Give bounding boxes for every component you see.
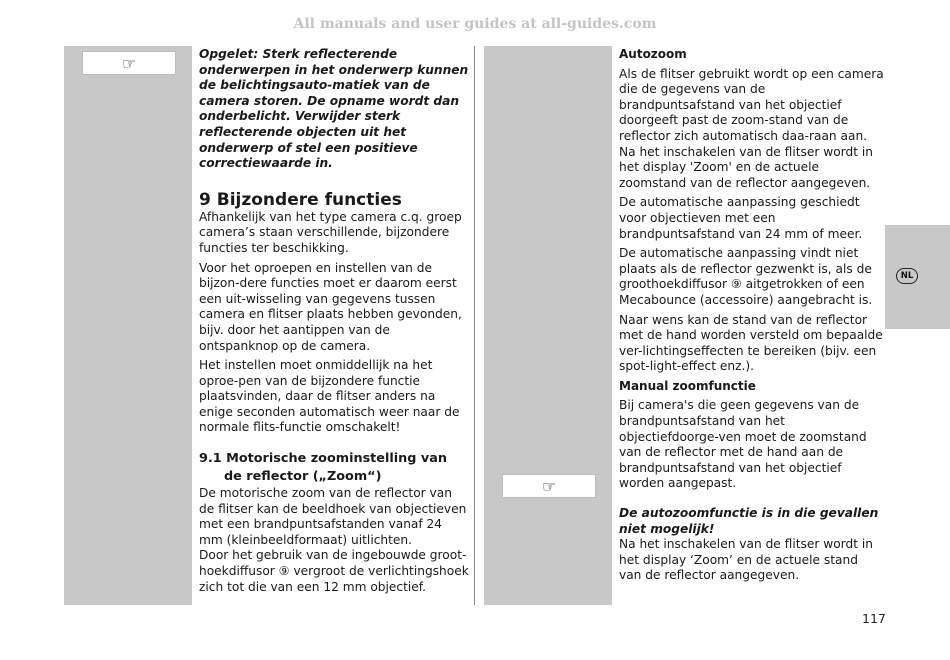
paragraph: Naar wens kan de stand van de reflector met de hand worden versteld om bepaalde ver-lichtingseffecten te bereiken (bijv. een spot-light-effect enz.).	[619, 312, 883, 374]
column-divider	[474, 46, 475, 605]
language-badge: NL	[896, 268, 918, 284]
paragraph: Als de flitser gebruikt wordt op een camera die de gegevens van de brandpuntsafstand van het objectief doorgeeft past de zoom-stand van de reflector zich automatisch daa-raan aan. Na het inschakelen van de flitser wordt in het display 'Zoom' en de actuele zoomstand van de reflector aangegeven.	[619, 66, 884, 190]
left-margin-strip	[64, 46, 192, 605]
section-heading: 9 Bijzondere functies	[199, 189, 402, 210]
paragraph: Na het inschakelen van de flitser wordt in het display ‘Zoom’ en de actuele stand van de reflector aangegeven.	[619, 537, 873, 583]
page-number: 117	[862, 611, 886, 626]
warning-note: Opgelet: Sterk reflecterende onderwerpen in het onderwerp kunnen de belichtingsauto-matiek van de camera storen. De opname wordt dan onderbelicht. Verwijder sterk reflecterende objecten uit het onderwerp of stel een positieve correctiewaarde in.	[199, 47, 469, 171]
hand-pointing-icon: ☞	[121, 53, 137, 73]
subsection-heading: 9.1 Motorische zoominstelling van de reflector („Zoom“)	[199, 451, 447, 485]
hand-pointing-icon: ☞	[541, 476, 557, 496]
right-margin-strip	[484, 46, 612, 605]
paragraph: Bij camera's die geen gegevens van de brandpuntsafstand van het objectiefdoorge-ven moet de zoomstand van de reflector met de hand aan de brandpuntsafstand van het objectief worden aangepast.	[619, 398, 867, 491]
watermark: All manuals and user guides at all-guides.com	[293, 16, 657, 32]
autozoom-heading: Autozoom	[619, 47, 687, 61]
left-column	[199, 47, 469, 599]
paragraph: De motorische zoom van de reflector van de flitser kan de beeldhoek van objectieven met een brandpuntsafstanden vanaf 24 mm (kleinbeeldformaat) uitlichten.	[199, 486, 467, 547]
autozoom-note: De autozoomfunctie is in die gevallen niet mogelijk!	[619, 506, 879, 536]
right-column	[619, 47, 884, 588]
manual-zoom-heading: Manual zoomfunctie	[619, 378, 756, 393]
paragraph: Het instellen moet onmiddellijk na het oproe-pen van de bijzondere functie plaatsvinden, daar de flitser anders na enige seconden automatisch weer naar de normale flits-functie omschakelt!	[199, 358, 460, 435]
paragraph: De automatische aanpassing vindt niet plaats als de reflector gezwenkt is, als de groothoekdiffusor ⑨ aitgetrokken of een Mecabounce (accessoire) aangebracht is.	[619, 246, 873, 307]
note-marker-left	[82, 51, 176, 75]
paragraph: Afhankelijk van het type camera c.q. groep camera’s staan verschillende, bijzondere functies ter beschikking.	[199, 209, 462, 255]
paragraph: De automatische aanpassing geschiedt voor objectieven met een brandpuntsafstand van 24 mm of meer.	[619, 195, 863, 241]
paragraph: Voor het oproepen en instellen van de bijzon-dere functies moet er daarom eerst een uit-wisseling van gegevens tussen camera en flitser plaats hebben gevonden, bijv. door het aantippen van de ontspanknop op de camera.	[199, 260, 462, 353]
paragraph: Door het gebruik van de ingebouwde groot-hoekdiffusor ⑨ vergroot de verlichtingshoek zich tot die van een 12 mm objectief.	[199, 548, 469, 594]
note-marker-right	[502, 474, 596, 498]
